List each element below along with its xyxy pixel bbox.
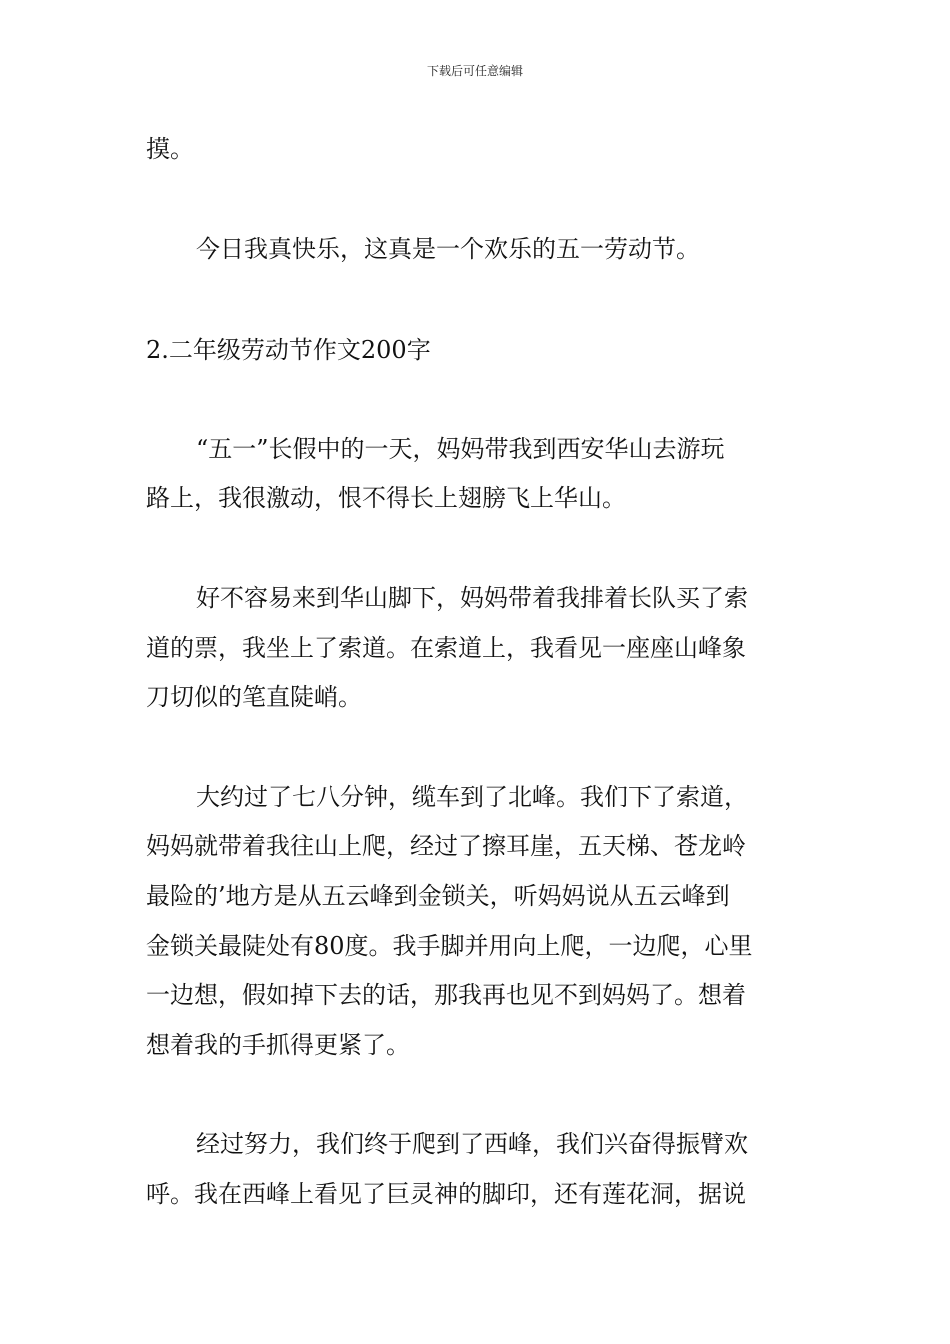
paragraph-line: 金锁关最陡处有80度。我手脚并用向上爬，一边爬，心里 (146, 932, 753, 960)
paragraph-line: “五一”长假中的一天，妈妈带我到西安华山去游玩 (196, 435, 725, 463)
page-header: 下载后可任意编辑 (426, 64, 523, 78)
paragraph-line: 一边想，假如掉下去的话，那我再也见不到妈妈了。想着 (146, 981, 746, 1009)
paragraph-line: 想着我的手抓得更紧了。 (146, 1031, 410, 1059)
paragraph-line: 最险的’地方是从五云峰到金锁关，听妈妈说从五云峰到 (146, 882, 730, 910)
paragraph-line: 刀切似的笔直陡峭。 (146, 683, 362, 711)
section-heading: 2.二年级劳动节作文200字 (146, 336, 431, 364)
paragraph-line: 好不容易来到华山脚下，妈妈带着我排着长队买了索 (196, 584, 748, 612)
paragraph-line: 摸。 (146, 135, 194, 163)
paragraph-line: 经过努力，我们终于爬到了西峰，我们兴奋得振臂欢 (196, 1130, 748, 1158)
paragraph-line: 道的票，我坐上了索道。在索道上，我看见一座座山峰象 (146, 634, 746, 662)
paragraph-line: 呼。我在西峰上看见了巨灵神的脚印，还有莲花洞，据说 (146, 1180, 746, 1208)
paragraph-line: 大约过了七八分钟，缆车到了北峰。我们下了索道， (196, 783, 748, 811)
paragraph-line: 今日我真快乐，这真是一个欢乐的五一劳动节。 (196, 235, 700, 263)
paragraph-line: 路上，我很激动，恨不得长上翅膀飞上华山。 (146, 484, 626, 512)
paragraph-line: 妈妈就带着我往山上爬，经过了擦耳崖，五天梯、苍龙岭 (146, 832, 746, 860)
